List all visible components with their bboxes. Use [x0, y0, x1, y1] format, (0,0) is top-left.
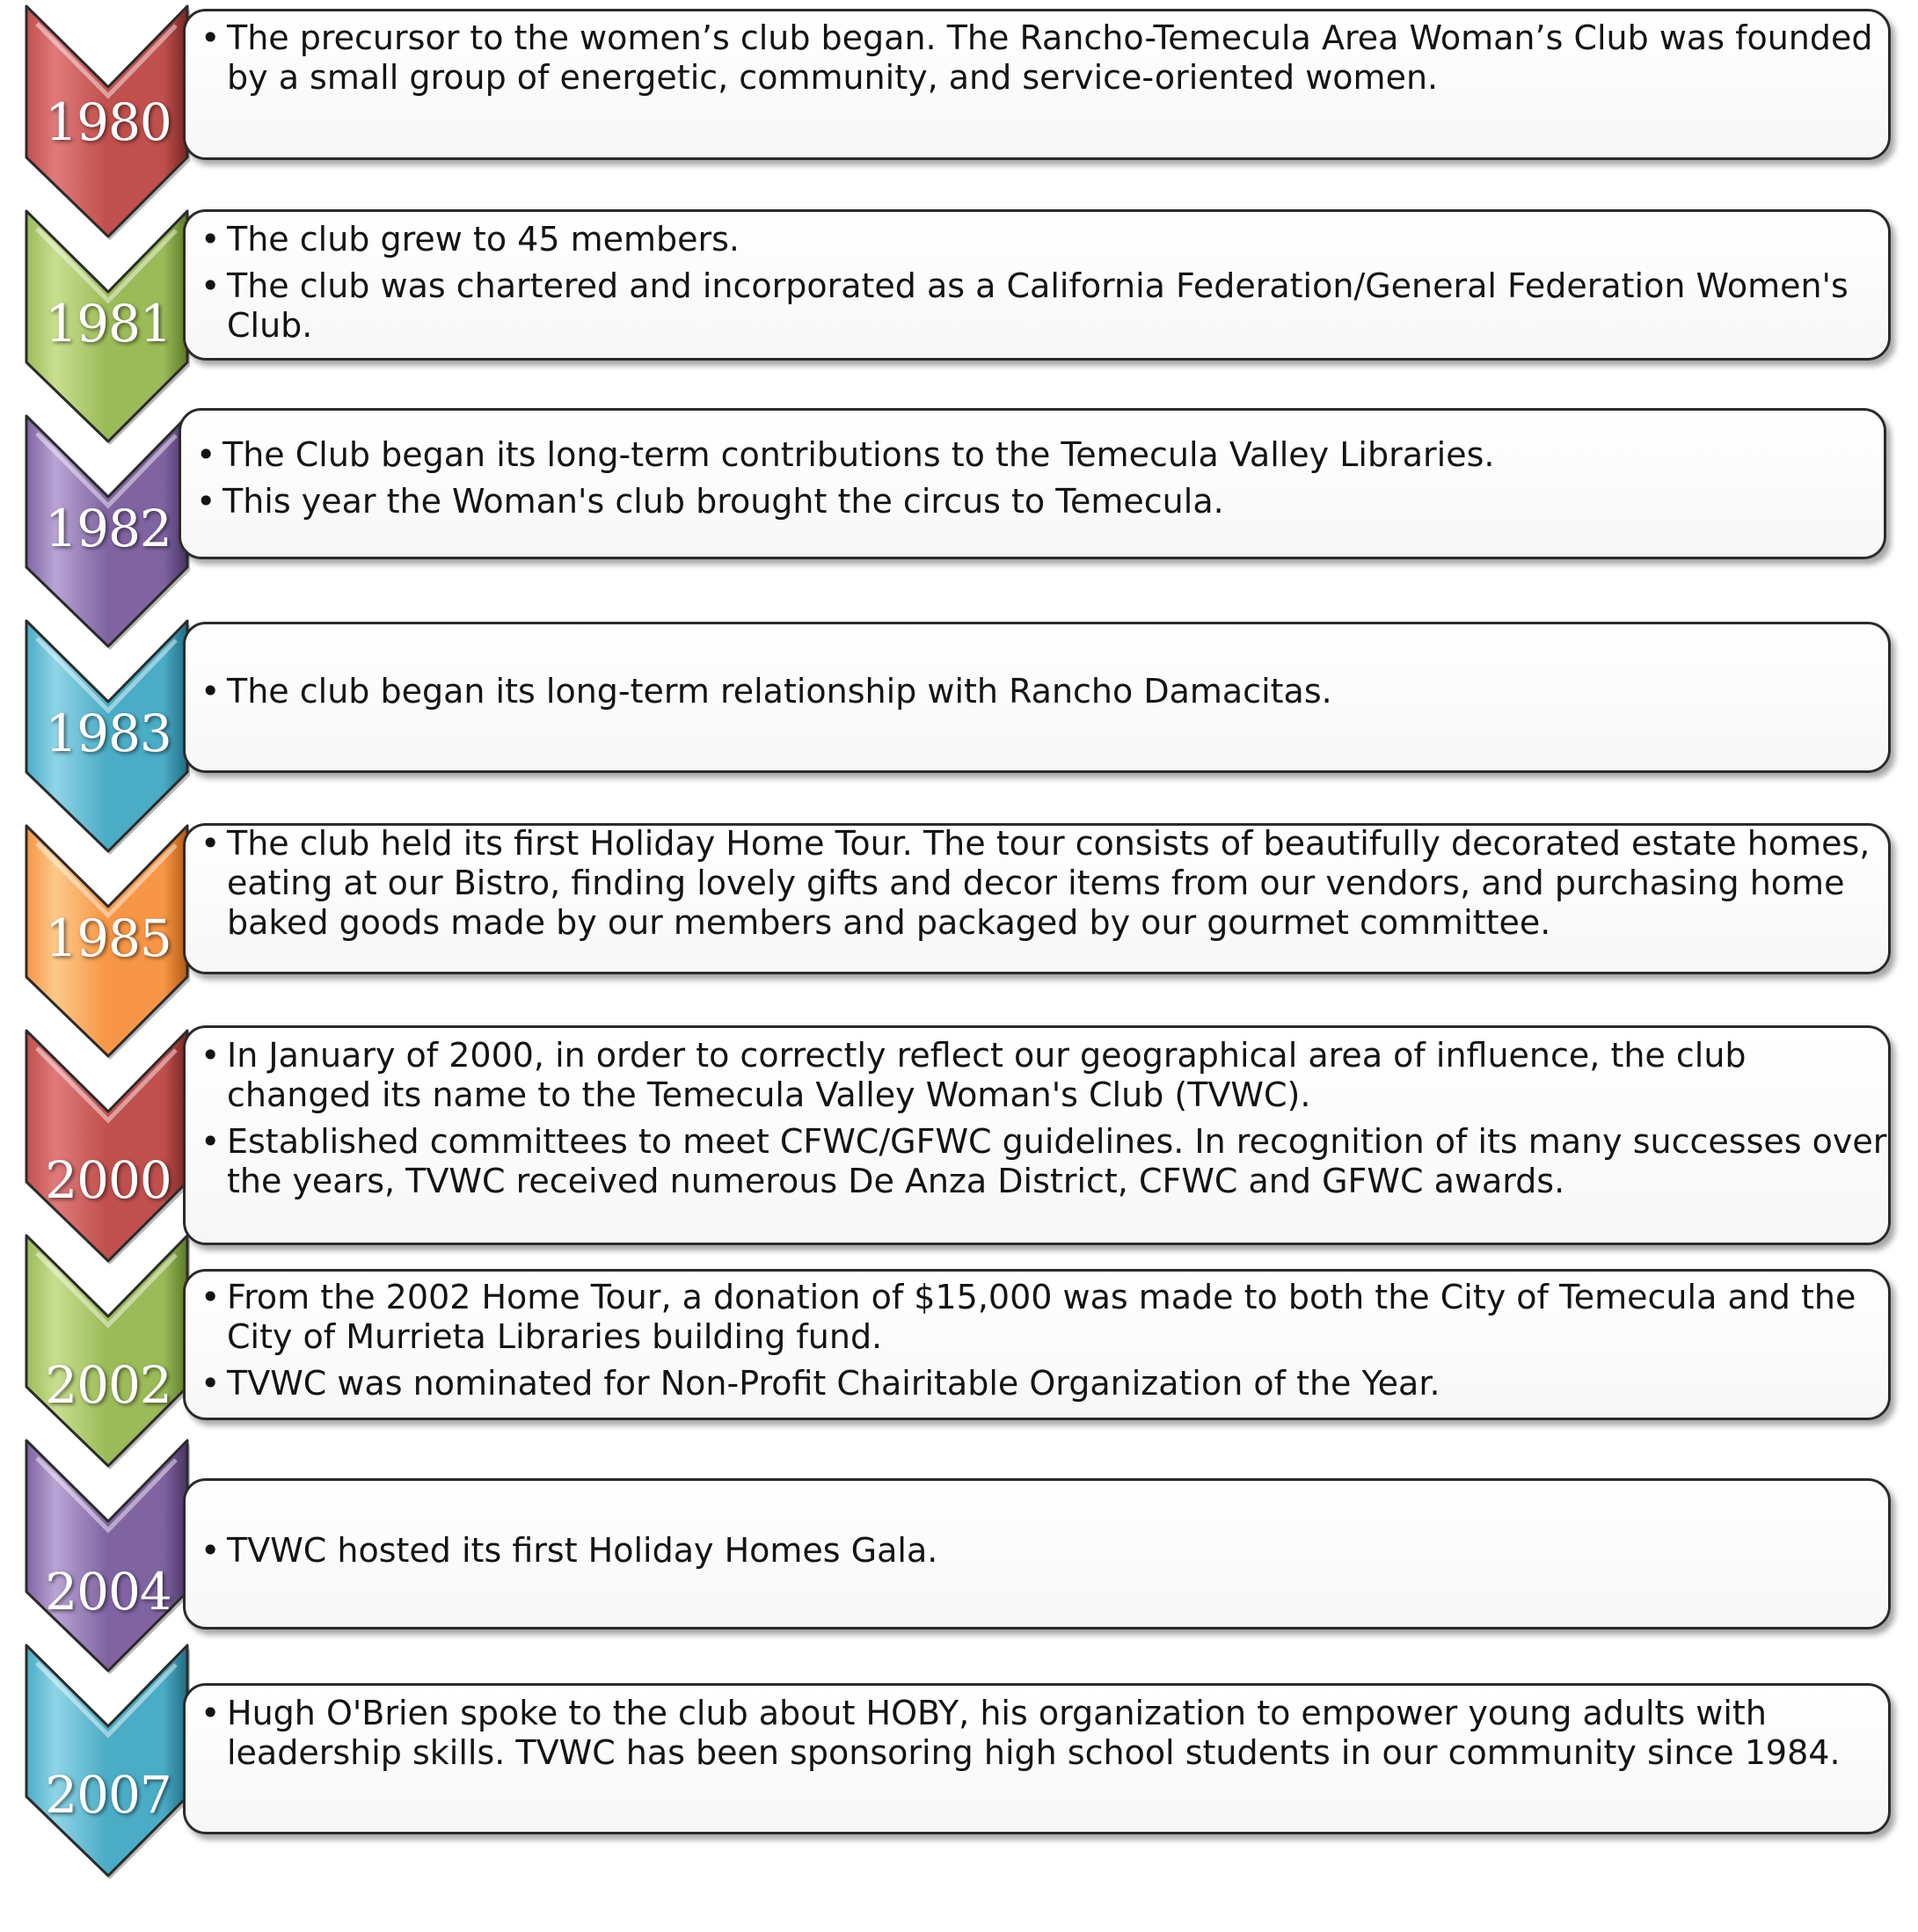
- year-label: 2004: [45, 1562, 171, 1622]
- event-content: [201, 1036, 1893, 1208]
- event-list: [201, 824, 1893, 943]
- event-item: • The precursor to the women’s club began. The Rancho-Temecula Area Woman’s Club was founded by a small group of energetic, community, and service-oriented women.: [201, 18, 1893, 98]
- chevron-arrow-icon: [25, 1439, 192, 1674]
- event-item: • The club began its long-term relationship with Rancho Damacitas.: [201, 672, 1893, 711]
- event-item: • TVWC hosted its first Holiday Homes Gala.: [201, 1531, 1893, 1571]
- event-list: [201, 220, 1893, 346]
- event-list: [196, 435, 1889, 521]
- year-label: 1981: [45, 294, 171, 354]
- event-content: [201, 824, 1893, 950]
- event-content: [201, 1278, 1893, 1411]
- event-item: • The club was chartered and incorporated as a California Federation/General Federation Women's Club.: [201, 266, 1893, 346]
- event-item: • Hugh O'Brien spoke to the club about HOBY, his organization to empower young adults with leadership skills. TVWC has been sponsoring high school students in our community since 1984.: [201, 1694, 1893, 1773]
- event-content: [201, 1531, 1893, 1578]
- event-item: • The Club began its long-term contributions to the Temecula Valley Libraries.: [196, 435, 1889, 475]
- year-label: 1980: [45, 92, 171, 152]
- year-label: 1982: [45, 499, 171, 558]
- chevron-arrow-icon: [25, 1234, 192, 1469]
- event-list: [201, 1278, 1893, 1403]
- event-list: [201, 1036, 1893, 1201]
- event-list: [201, 672, 1893, 711]
- event-list: [201, 1694, 1893, 1773]
- event-item: • Established committees to meet CFWC/GFWC guidelines. In recognition of its many successes over the years, TVWC received numerous De Anza District, CFWC and GFWC awards.: [201, 1122, 1893, 1201]
- event-item: • The club grew to 45 members.: [201, 220, 1893, 259]
- year-label: 1983: [45, 704, 171, 763]
- event-item: • In January of 2000, in order to correctly reflect our geographical area of influence, the club changed its name to the Temecula Valley Woman's Club (TVWC).: [201, 1036, 1893, 1115]
- event-content: [201, 18, 1893, 105]
- year-label: 1985: [45, 908, 171, 968]
- event-item: • From the 2002 Home Tour, a donation of $15,000 was made to both the City of Temecula and the City of Murrieta Libraries building fund.: [201, 1278, 1893, 1357]
- event-item: • TVWC was nominated for Non-Profit Chairitable Organization of the Year.: [201, 1364, 1893, 1403]
- chevron-arrow-icon: [25, 1644, 192, 1879]
- year-label: 2007: [45, 1765, 171, 1825]
- event-content: [201, 220, 1893, 353]
- chevron-arrow-icon: [25, 1029, 192, 1265]
- event-list: [201, 1531, 1893, 1571]
- event-item: • The club held its first Holiday Home Tour. The tour consists of beautifully decorated estate homes, eating at our Bistro, finding lovely gifts and decor items from our vendors, and purchasing home baked goods made by our members and packaged by our gourmet committee.: [201, 824, 1893, 943]
- event-content: [201, 672, 1893, 718]
- event-content: [196, 435, 1889, 529]
- event-item: • This year the Woman's club brought the circus to Temecula.: [196, 482, 1889, 521]
- year-label: 2002: [45, 1355, 171, 1415]
- event-list: [201, 18, 1893, 98]
- event-content: [201, 1694, 1893, 1780]
- year-label: 2000: [45, 1150, 171, 1210]
